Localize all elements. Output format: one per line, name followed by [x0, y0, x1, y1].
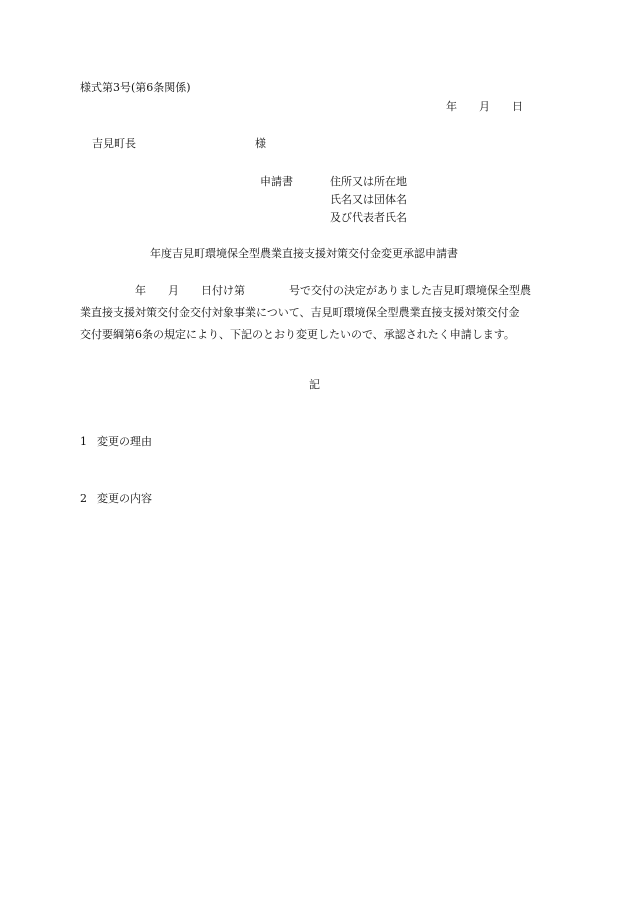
body-paragraph — [80, 280, 550, 346]
form-number: 様式第3号(第6条関係) — [80, 81, 191, 94]
applicant-name-label: 氏名又は団体名 — [330, 193, 407, 206]
document-title: 年度吉見町環境保全型農業直接支援対策交付金変更承認申請書 — [150, 247, 458, 260]
addressee-honorific: 様 — [255, 137, 266, 150]
body-line: 年 月 日付け第 号で交付の決定がありました吉見町環境保全型農 — [80, 284, 531, 297]
date-line: 年 月 日 — [446, 100, 523, 113]
applicant-label: 申請書 — [260, 175, 293, 188]
body-line: 交付要綱第6条の規定により、下記のとおり変更したいので、承認されたく申請します。 — [80, 328, 515, 341]
item-number: 1 — [80, 435, 87, 448]
applicant-representative-label: 及び代表者氏名 — [330, 211, 407, 224]
item-number: 2 — [80, 492, 87, 505]
item-label: 変更の内容 — [97, 492, 152, 505]
ki-heading: 記 — [309, 378, 320, 391]
item-label: 変更の理由 — [97, 435, 152, 448]
applicant-address-label: 住所又は所在地 — [330, 175, 407, 188]
addressee-name: 吉見町長 — [92, 137, 136, 150]
body-line: 業直接支援対策交付金交付対象事業について、吉見町環境保全型農業直接支援対策交付金 — [80, 306, 520, 319]
